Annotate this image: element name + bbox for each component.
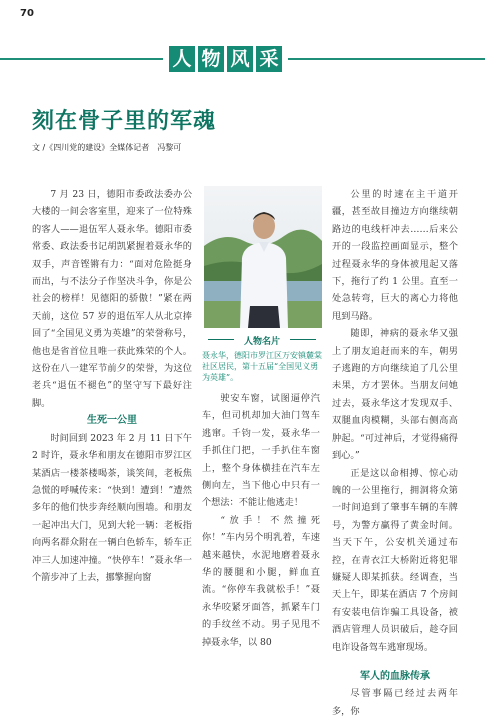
body-column-2 (202, 390, 320, 651)
caption-title: 人物名片 (243, 337, 280, 347)
subhead: 军人的血脉传承 (360, 670, 430, 682)
page-number: 70 (20, 8, 34, 19)
caption-rule-right (290, 339, 316, 340)
article-title: 刻在骨子里的军魂 (32, 109, 217, 134)
paragraph: 驶安车窗，试图逼停汽车，但司机却加大油门驾车逃窜。千钧一发，聂永华一手抓住门把，一手扒住车窗上，整个身体横挂在汽车左侧向左，当下他心中只有一个想法：不能让他逃走！ (202, 393, 320, 509)
body-column-1 (32, 186, 192, 586)
section-char-1: 人 (169, 46, 195, 72)
portrait-photo (204, 186, 322, 328)
profile-caption (202, 334, 322, 386)
paragraph: 公里的时速在主干道开疆，甚至故目撞边方向继续朝路边的电线杆冲去……后来公开的一段监控画面显示，整个过程聂永华的身体被甩起又落下，拖行了约 1 公里。直至一处急转弯，巨大的离心力将他甩到马路。 (332, 189, 458, 322)
paragraph: 正是这以命相搏、惊心动魄的一公里拖行，拥洞将众第一时间追到了肇事车辆的车牌号，为警方赢得了黄金时间。当天下午，公安机关通过布控，在青衣江大桥附近将犯罪嫌疑人即某抓获。经调查，当天上午，即某在酒店 7 个房间有安装电信诈骗工具设备，被酒店管理人员识破后，趁夺回电诈设备驾车逃窜现场。 (332, 467, 458, 653)
paragraph: 时间回到 2023 年 2 月 11 日下午 2 时许，聂永华和朋友在德阳市罗江区某酒店一楼茶楼喝茶，谈笑间，老板焦急慌的呼喊传来：“快到！遭到！”遭然多年的他们快步奔经顺向围墙。和朋友一起冲出大门，见到大轮一辆：老板指向两名群众附在一辆白色轿车，轿车正冲三人加速冲撞。“快停车！”聂永华一个箭步冲了上去，挪擎握向窗 (32, 432, 192, 583)
paragraph: “放手！不然撞死你！”车内另个明乳着，车速越来越快，水泥地磨着聂永华的腰腿和小腿，鲜血直流。“你停车我就松手！”聂永华咬紧牙面答，抓紧车门的手纹丝不动。男子见甩不掉聂永华，以 80 (202, 514, 320, 648)
byline: 文 /《四川党的建设》全媒体记者 冯黎可 (32, 143, 182, 152)
section-char-3: 风 (227, 46, 253, 72)
portrait-image (204, 186, 322, 328)
paragraph: 7 月 23 日，德阳市委政法委办公大楼的一间会客室里，迎来了一位特殊的客人——退伍军人聂永华。德阳市委常委、政法委书记胡凯紧握着聂永华的双手，声音铿锵有力：“面对危险挺身而出，与不法分子作坚决斗争，你是公社会的榜样！见德阳的骄傲！”紧在两天前，这位 57 岁的退伍军人从北京捧回了“全国见义勇为英雄”的荣誉称号，他也是省首位且唯一获此殊荣的个人。这份在八一建军节前夕的荣誉，为这位老兵“退伍不褪色”的坚守写下最好注脚。 (32, 189, 192, 409)
section-banner (0, 46, 485, 72)
section-char-4: 采 (256, 46, 282, 72)
caption-text: 聂永华，德阳市罗江区万安镇麓棠社区居民，第十五届“全国见义勇为英雄”。 (202, 351, 322, 382)
paragraph: 随即，神病的聂永华又强上了朋友追赶而来的车，朝男子逃跑的方向继续追了几公里未果，方才罢休。当朋友问她过去，聂永华这才发现双手、双腿血肉模糊，头部右侧高高肿起。“可过神后，才觉得痛得到心。” (332, 328, 458, 462)
caption-rule-left (208, 339, 234, 340)
paragraph: 尽管事隔已经过去两年多，你 (332, 688, 458, 717)
section-char-2: 物 (198, 46, 224, 72)
section-title (163, 46, 288, 72)
subhead: 生死一公里 (87, 415, 137, 427)
